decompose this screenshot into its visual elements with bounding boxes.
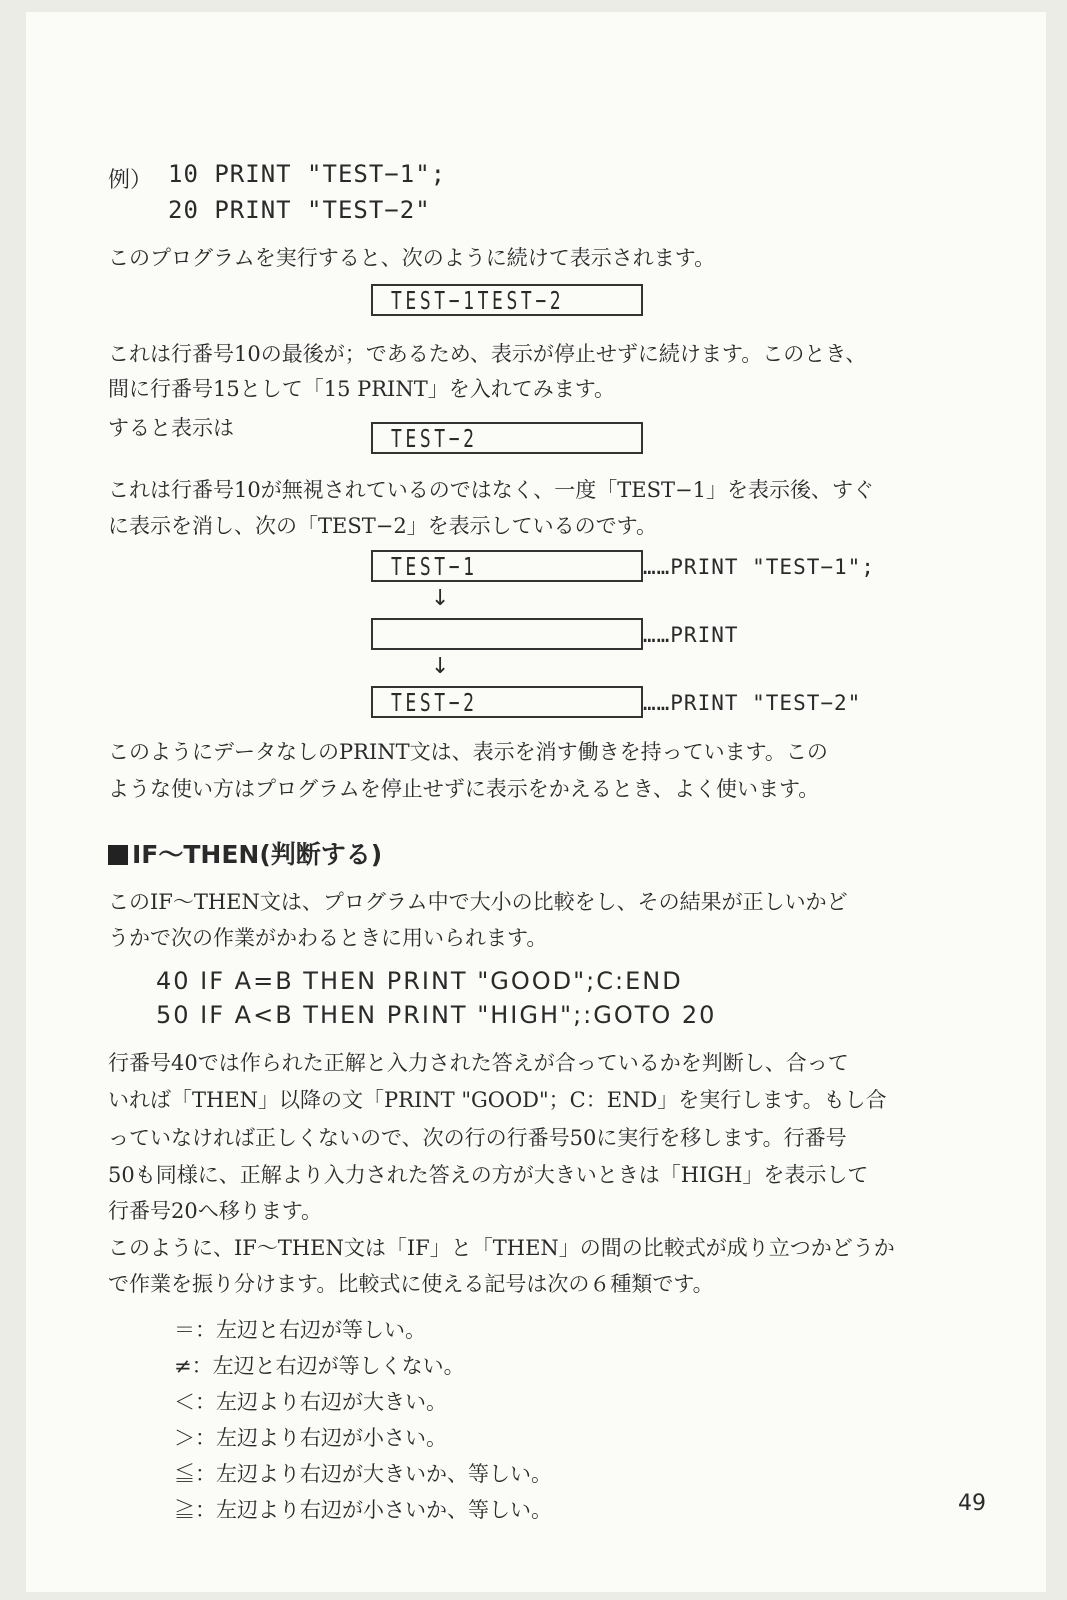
paragraph-6-line-1: 行番号40では作られた正解と入力された答えが合っているかを判断し、合って — [108, 1051, 849, 1075]
operator-symbol: ＝ — [174, 1318, 195, 1342]
example-label: 例） — [108, 168, 153, 193]
flow-arrow-1: ↓ — [431, 586, 450, 611]
flow-display-2 — [371, 618, 643, 650]
operator-symbol: ＞ — [174, 1426, 195, 1450]
flow-arrow-2: ↓ — [431, 654, 450, 679]
operator-item — [174, 1422, 447, 1452]
flow-display-3-text: TEST−2 — [391, 688, 478, 717]
paragraph-7-line-2: で作業を振り分けます。比較式に使える記号は次の６種類です。 — [108, 1272, 714, 1296]
section-heading — [108, 835, 382, 871]
paragraph-1: このプログラムを実行すると、次のように続けて表示されます。 — [108, 246, 716, 270]
operator-item — [174, 1386, 447, 1416]
flow-display-1-text: TEST−1 — [391, 552, 478, 581]
operator-symbol: ＜ — [174, 1390, 195, 1414]
operator-item — [174, 1458, 552, 1488]
operator-desc: ：左辺より右辺が小さいか、等しい。 — [195, 1498, 552, 1522]
operator-symbol: ≦ — [174, 1462, 195, 1486]
operator-symbol: ≧ — [174, 1498, 195, 1522]
paragraph-2-line-1: これは行番号10の最後が；であるため、表示が停止せずに続けます。このとき、 — [108, 342, 867, 366]
paragraph-2-line-3: すると表示は — [108, 416, 234, 440]
paragraph-4-line-2: ような使い方はプログラムを停止せずに表示をかえるとき、よく使います。 — [108, 777, 820, 801]
paragraph-2-line-2: 間に行番号15として「15 PRINT」を入れてみます。 — [108, 377, 616, 401]
code-line-40: 40 IF A=B THEN PRINT "GOOD";C:END — [156, 967, 683, 995]
paragraph-7-line-1: このように、IF～THEN文は「IF」と「THEN」の間の比較式が成り立つかどうか — [108, 1236, 895, 1260]
paragraph-4-line-1: このようにデータなしのPRINT文は、表示を消す働きを持っています。この — [108, 740, 828, 764]
flow-note-2: ……PRINT — [643, 623, 739, 647]
flow-display-1 — [371, 550, 643, 582]
operator-item — [174, 1314, 426, 1344]
example-code-line-2: 20 PRINT "TEST−2" — [168, 196, 431, 224]
black-square-icon — [108, 845, 128, 865]
operator-desc: ：左辺より右辺が大きいか、等しい。 — [195, 1462, 552, 1486]
display-output-2-text: TEST−2 — [391, 424, 478, 453]
flow-note-1: ……PRINT "TEST−1"; — [643, 555, 875, 579]
paragraph-3-line-2: に表示を消し、次の「TEST−2」を表示しているのです。 — [108, 514, 658, 538]
display-output-1 — [371, 284, 643, 316]
paragraph-6-line-5: 行番号20へ移ります。 — [108, 1199, 323, 1223]
operator-symbol: ≠ — [174, 1354, 192, 1378]
section-heading-text: IF～THEN(判断する) — [132, 840, 383, 869]
operator-desc: ：左辺より右辺が小さい。 — [195, 1426, 447, 1450]
flow-display-3 — [371, 686, 643, 718]
page-number: 49 — [958, 1491, 986, 1516]
flow-note-3: ……PRINT "TEST−2" — [643, 691, 862, 715]
paragraph-3-line-1: これは行番号10が無視されているのではなく、一度「TEST−1」を表示後、すぐ — [108, 478, 874, 502]
operator-item — [174, 1350, 465, 1380]
paragraph-6-line-4: 50も同様に、正解より入力された答えの方が大きいときは「HIGH」を表示して — [108, 1163, 869, 1187]
display-output-1-text: TEST−1TEST−2 — [391, 286, 565, 315]
operator-desc: ：左辺と右辺が等しい。 — [195, 1318, 426, 1342]
paragraph-5-line-1: このIF～THEN文は、プログラム中で大小の比較をし、その結果が正しいかど — [108, 890, 848, 914]
paragraph-5-line-2: うかで次の作業がかわるときに用いられます。 — [108, 926, 548, 950]
paragraph-6-line-3: っていなければ正しくないので、次の行の行番号50に実行を移します。行番号 — [108, 1126, 847, 1150]
code-line-50: 50 IF A<B THEN PRINT "HIGH";:GOTO 20 — [156, 1001, 717, 1029]
operator-desc: ：左辺より右辺が大きい。 — [195, 1390, 447, 1414]
operator-desc: ：左辺と右辺が等しくない。 — [191, 1354, 465, 1378]
operator-item — [174, 1494, 552, 1524]
paragraph-6-line-2: いれば「THEN」以降の文「PRINT "GOOD"；C：END」を実行します。もし合 — [108, 1088, 887, 1112]
example-code-line-1: 10 PRINT "TEST−1"; — [168, 160, 447, 188]
display-output-2 — [371, 422, 643, 454]
